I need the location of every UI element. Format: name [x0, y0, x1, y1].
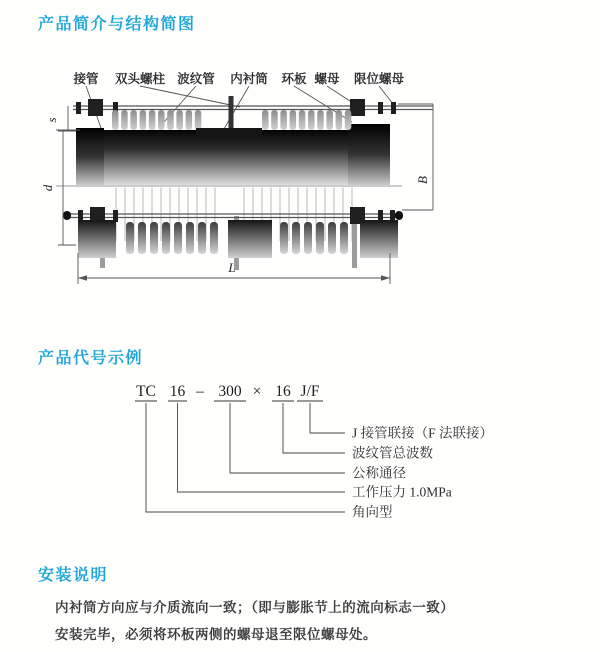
- joint-body: [76, 130, 390, 185]
- inner-liner-bar: [196, 128, 262, 136]
- callout-connection: J 接管联接（F 法联接）: [352, 425, 494, 441]
- label-double-end-stud: 双头螺柱: [114, 72, 166, 86]
- dimension-b: [398, 104, 433, 210]
- installation-instructions: [55, 594, 555, 648]
- installation-line-1: 内衬筒方向应与介质流向一致；（即与膨胀节上的流向标志一致）: [55, 600, 455, 615]
- code-pressure: 16: [169, 383, 186, 400]
- dimension-d: [58, 131, 76, 245]
- expansion-joint-diagram: [0, 58, 600, 310]
- dim-label-l: L: [228, 260, 236, 275]
- section-heading-structure: 产品简介与结构简图: [38, 16, 196, 33]
- section-heading-installation: 安装说明: [38, 567, 109, 584]
- callout-waves: 波纹管总波数: [352, 445, 433, 461]
- dim-label-b: B: [415, 176, 430, 184]
- product-code-diagram: [0, 372, 600, 537]
- callout-connectors: [146, 403, 345, 512]
- code-type: TC: [136, 383, 156, 400]
- label-connecting-pipe: 接管: [73, 72, 99, 86]
- bellows-convolutions-bottom: [78, 220, 398, 258]
- callout-diameter: 公称通径: [352, 465, 406, 481]
- code-segments: [136, 383, 320, 400]
- callout-labels: [352, 425, 493, 520]
- section-heading-product-code: 产品代号示例: [38, 350, 144, 367]
- code-diameter: 300: [218, 383, 242, 400]
- label-nut: 螺母: [314, 72, 340, 86]
- center-stud: [229, 96, 234, 130]
- label-limit-nut: 限位螺母: [353, 72, 405, 86]
- pipe-end-left: [76, 128, 104, 185]
- installation-line-2: 安装完毕，必须将环板两侧的螺母退至限位螺母处。: [55, 627, 377, 642]
- code-waves: 16: [275, 383, 291, 400]
- code-times: ×: [252, 383, 262, 400]
- callout-pressure: 工作压力 1.0MPa: [352, 484, 452, 500]
- label-ring-plate: 环板: [281, 72, 307, 86]
- dim-label-d: d: [40, 184, 55, 192]
- pipe-end-right: [348, 124, 390, 185]
- code-connection: J/F: [300, 383, 320, 400]
- callout-type: 角向型: [352, 504, 393, 520]
- code-dash: –: [196, 383, 204, 400]
- label-inner-liner: 内衬筒: [230, 72, 268, 86]
- dim-label-s: s: [44, 117, 59, 123]
- diagram-part-labels: [72, 71, 404, 86]
- label-bellows: 波纹管: [177, 72, 215, 86]
